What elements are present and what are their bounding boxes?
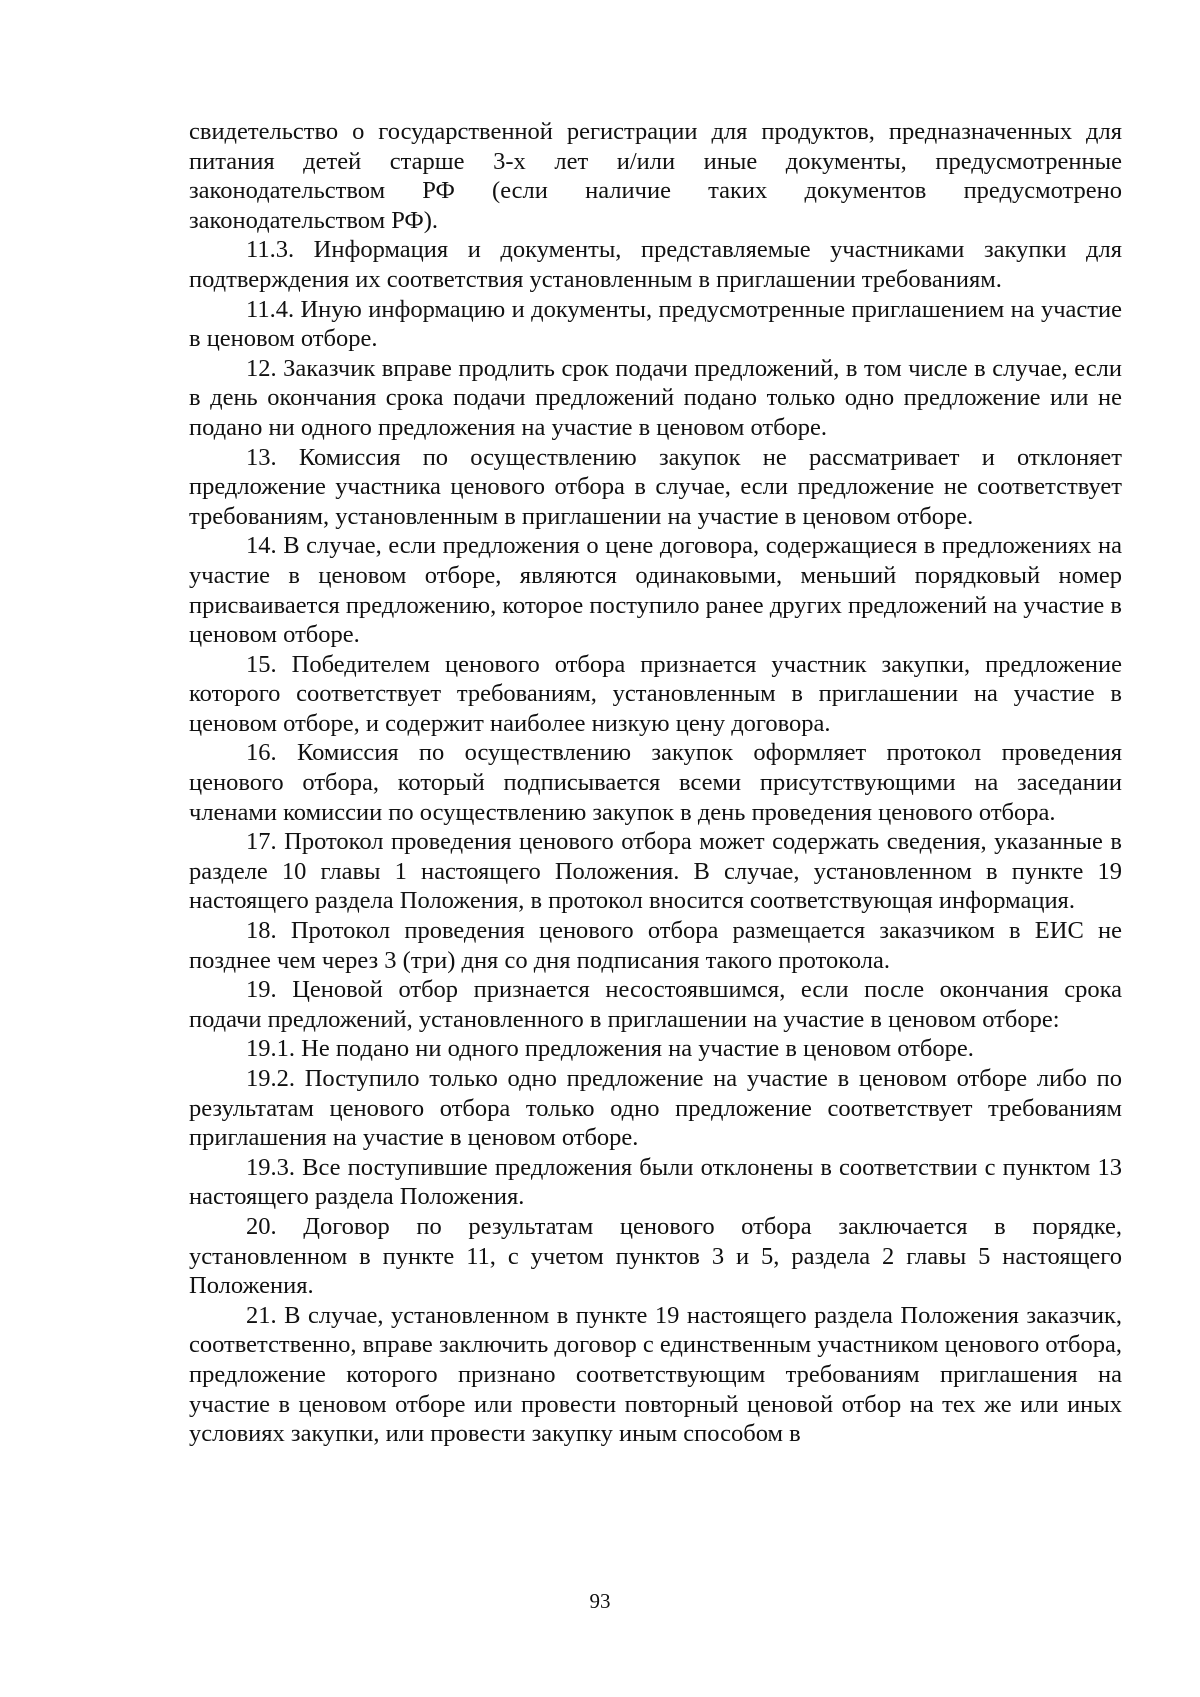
paragraph-21: 21. В случае, установленном в пункте 19 настоящего раздела Положения заказчик, соответственно, вправе заключить договор с единственным участником ценового отбора, предложение которого признано соответствующим требованиям приглашения на участие в ценовом отборе или провести повторный ценовой отбор на тех же или иных условиях закупки, или провести закупку иным способом в (189, 1301, 1122, 1448)
paragraph-19-1: 19.1. Не подано ни одного предложения на участие в ценовом отборе. (246, 1035, 974, 1063)
paragraph-16: 16. Комиссия по осуществлению закупок оформляет протокол проведения ценового отбора, который подписывается всеми присутствующими на заседании членами комиссии по осуществлению закупок в день проведения ценового отбора. (189, 739, 1122, 826)
paragraph-12: 12. Заказчик вправе продлить срок подачи предложений, в том числе в случае, если в день окончания срока подачи предложений подано только одно предложение или не подано ни одного предложения на участие в ценовом отборе. (189, 354, 1122, 441)
paragraph-19: 19. Ценовой отбор признается несостоявшимся, если после окончания срока подачи предложений, установленного в приглашении на участие в ценовом отборе: (189, 976, 1122, 1033)
paragraph-20: 20. Договор по результатам ценового отбора заключается в порядке, установленном в пункте 11, с учетом пунктов 3 и 5, раздела 2 главы 5 настоящего Положения. (189, 1212, 1122, 1300)
paragraph-18: 18. Протокол проведения ценового отбора размещается заказчиком в ЕИС не позднее чем через 3 (три) дня со дня подписания такого протокола. (189, 917, 1122, 974)
paragraph-11-3: 11.3. Информация и документы, представляемые участниками закупки для подтверждения их соответствия установленным в приглашении требованиям. (189, 236, 1122, 293)
paragraph-14: 14. В случае, если предложения о цене договора, содержащиеся в предложениях на участие в ценовом отборе, являются одинаковыми, меньший порядковый номер присваивается предложению, которое поступило ранее других предложений на участие в ценовом отборе. (189, 532, 1122, 649)
page-number: 93 (589, 1589, 611, 1613)
paragraph-19-3: 19.3. Все поступившие предложения были отклонены в соответствии с пунктом 13 настоящего раздела Положения. (189, 1153, 1122, 1211)
document-body (189, 117, 1122, 1449)
paragraph-11-4: 11.4. Иную информацию и документы, предусмотренные приглашением на участие в ценовом отборе. (189, 295, 1122, 353)
paragraph-17: 17. Протокол проведения ценового отбора может содержать сведения, указанные в разделе 10 главы 1 настоящего Положения. В случае, установленном в пункте 19 настоящего раздела Положения, в протокол вносится соответствующая информация. (189, 828, 1122, 915)
paragraph-19-2: 19.2. Поступило только одно предложение на участие в ценовом отборе либо по результатам ценового отбора только одно предложение соответствует требованиям приглашения на участие в ценовом отборе. (189, 1065, 1122, 1152)
paragraph-15: 15. Победителем ценового отбора признается участник закупки, предложение которого соответствует требованиям, установленным в приглашении на участие в ценовом отборе, и содержит наиболее низкую цену договора. (189, 650, 1122, 737)
paragraph-continuation: свидетельство о государственной регистрации для продуктов, предназначенных для питания детей старше 3-х лет и/или иные документы, предусмотренные законодательством РФ (если наличие таких документов предусмотрено законодательством РФ). (189, 118, 1122, 234)
paragraph-13: 13. Комиссия по осуществлению закупок не рассматривает и отклоняет предложение участника ценового отбора в случае, если предложение не соответствует требованиям, установленным в приглашении на участие в ценовом отборе. (189, 443, 1122, 530)
